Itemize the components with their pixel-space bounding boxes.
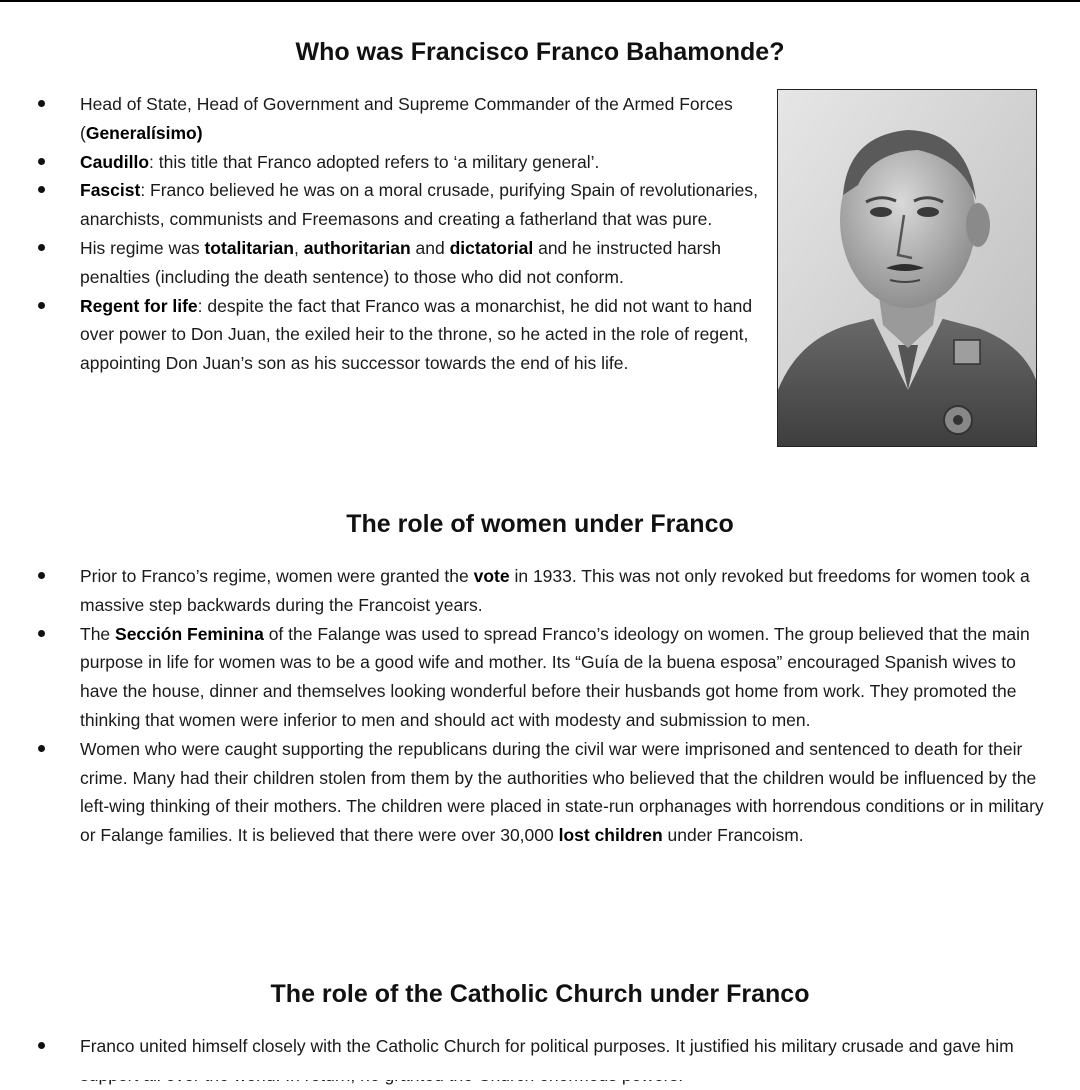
list-item: Prior to Franco’s regime, women were granted the vote in 1933. This was not only revoked but freedoms for women took a massive step backwards during the Francoist years.: [0, 562, 1050, 620]
list-item: Caudillo: this title that Franco adopted refers to ‘a military general’.: [0, 148, 770, 177]
section-title-women-under-franco: The role of women under Franco: [346, 510, 734, 538]
list-item: Franco united himself closely with the Catholic Church for political purposes. It justified his military crusade and gave him: [0, 1032, 1050, 1090]
list-item: Women who were caught supporting the republicans during the civil war were imprisoned and sentenced to death for their crime. Many had their children stolen from them by the authorities who believed that the children would be influenced by the left-wing thinking of their mothers. The children were placed in state-run orphanages with horrendous conditions or in military or Falange families. It is believed that there were over 30,000 lost children under Francoism.: [0, 735, 1050, 850]
franco-facts-list: [0, 90, 770, 378]
section-title-catholic-church: The role of the Catholic Church under Franco: [270, 980, 810, 1008]
list-item: Fascist: Franco believed he was on a moral crusade, purifying Spain of revolutionaries, anarchists, communists and Freemasons and creating a fatherland that was pure.: [0, 176, 770, 234]
church-role-list: [0, 1032, 1050, 1090]
list-item: The Sección Feminina of the Falange was used to spread Franco’s ideology on women. The group believed that the main purpose in life for women was to be a good wife and mother. Its “Guía de la buena esposa” encouraged Spanish wives to have the house, dinner and themselves looking wonderful before their husbands got home from work. They promoted the thinking that women were inferior to men and should act with modesty and submission to men.: [0, 620, 1050, 735]
list-item: Head of State, Head of Government and Supreme Commander of the Armed Forces (Generalísimo): [0, 90, 770, 148]
portrait-illustration: [778, 90, 1036, 446]
list-item: His regime was totalitarian, authoritarian and dictatorial and he instructed harsh penalties (including the death sentence) to those who did not conform.: [0, 234, 770, 292]
top-border-line: [0, 0, 1080, 2]
page-cutoff: [0, 1066, 1080, 1080]
franco-portrait-photo: [777, 89, 1037, 447]
list-item: Regent for life: despite the fact that Franco was a monarchist, he did not want to hand over power to Don Juan, the exiled heir to the throne, so he acted in the role of regent, appointing Don Juan’s son as his successor towards the end of his life.: [0, 292, 770, 378]
women-role-list: [0, 562, 1050, 850]
section-title-who-was-franco: Who was Francisco Franco Bahamonde?: [295, 38, 785, 66]
